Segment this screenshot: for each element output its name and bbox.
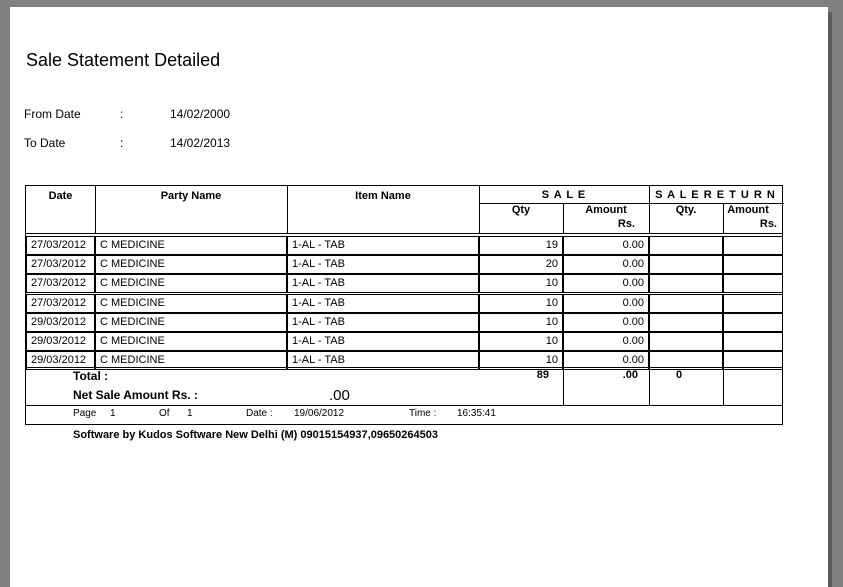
- table-row: [26, 236, 782, 255]
- cell-amount: 0.00: [563, 294, 649, 313]
- cell-item-name: 1-AL - TAB: [287, 255, 479, 274]
- net-sale-label: Net Sale Amount Rs. :: [73, 388, 198, 402]
- cell-amount: 0.00: [563, 274, 649, 293]
- header-salereturn: S A L E R E T U R N: [655, 189, 776, 201]
- cell-amount: 0.00: [563, 255, 649, 274]
- header-sale: S A L E: [541, 189, 587, 201]
- table-row: [26, 255, 782, 274]
- cell-qty: 10: [479, 351, 563, 370]
- report-title: Sale Statement Detailed: [26, 50, 221, 70]
- cell-return-qty: [649, 294, 723, 313]
- cell-qty: 10: [479, 274, 563, 293]
- cell-date: 27/03/2012: [26, 255, 95, 274]
- cell-amount: 0.00: [563, 313, 649, 332]
- header-date: Date: [48, 190, 73, 202]
- print-date-label: Date :: [246, 408, 273, 419]
- cell-item-name: 1-AL - TAB: [287, 351, 479, 370]
- from-date-label: From Date: [24, 107, 81, 121]
- page-shadow: [828, 12, 832, 587]
- to-date-colon: :: [120, 136, 124, 150]
- cell-item-name: 1-AL - TAB: [287, 274, 479, 293]
- cell-qty: 10: [479, 332, 563, 351]
- header-item-name: Item Name: [355, 190, 411, 202]
- total-return-qty: 0: [675, 369, 683, 381]
- page-label: Page: [73, 408, 97, 419]
- report-page: [10, 7, 828, 587]
- net-sale-value: .00: [329, 387, 350, 404]
- cell-return-amount: [723, 274, 783, 293]
- table-row: [26, 332, 782, 351]
- print-time-label: Time :: [409, 408, 437, 419]
- divider: [723, 367, 724, 405]
- cell-item-name: 1-AL - TAB: [287, 236, 479, 255]
- cell-party-name: C MEDICINE: [95, 255, 287, 274]
- table-row: [26, 274, 782, 293]
- header-return-amount: Amount: [727, 204, 769, 216]
- cell-party-name: C MEDICINE: [95, 294, 287, 313]
- header-return-amount-unit: Rs.: [759, 218, 777, 230]
- page-number: 1: [110, 408, 116, 419]
- total-label: Total :: [73, 369, 109, 383]
- cell-item-name: 1-AL - TAB: [287, 332, 479, 351]
- header-party-name: Party Name: [160, 190, 222, 202]
- cell-qty: 10: [479, 294, 563, 313]
- from-date-value: 14/02/2000: [170, 107, 231, 121]
- total-amount: .00: [622, 369, 638, 381]
- header-return-qty: Qty.: [675, 204, 697, 216]
- cell-amount: 0.00: [563, 332, 649, 351]
- of-label: Of: [159, 408, 170, 419]
- software-credit: Software by Kudos Software New Delhi (M) 09015154937,09650264503: [73, 429, 439, 441]
- cell-return-amount: [723, 294, 783, 313]
- divider: [26, 405, 782, 406]
- header-amount-unit: Rs.: [617, 218, 635, 230]
- cell-date: 27/03/2012: [26, 294, 95, 313]
- cell-party-name: C MEDICINE: [95, 332, 287, 351]
- print-time: 16:35:41: [457, 408, 496, 419]
- cell-date: 27/03/2012: [26, 274, 95, 293]
- cell-qty: 20: [479, 255, 563, 274]
- cell-return-amount: [723, 255, 783, 274]
- report-table: [25, 185, 783, 425]
- print-date: 19/06/2012: [294, 408, 345, 419]
- cell-amount: 0.00: [563, 236, 649, 255]
- cell-item-name: 1-AL - TAB: [287, 294, 479, 313]
- cell-return-qty: [649, 332, 723, 351]
- header-qty: Qty: [511, 204, 531, 216]
- cell-party-name: C MEDICINE: [95, 274, 287, 293]
- cell-party-name: C MEDICINE: [95, 313, 287, 332]
- cell-return-amount: [723, 236, 783, 255]
- cell-return-amount: [723, 332, 783, 351]
- cell-qty: 19: [479, 236, 563, 255]
- table-row: [26, 313, 782, 332]
- cell-return-amount: [723, 313, 783, 332]
- from-date-colon: :: [120, 107, 124, 121]
- to-date-value: 14/02/2013: [170, 136, 231, 150]
- cell-return-qty: [649, 255, 723, 274]
- header-amount: Amount: [585, 204, 627, 216]
- cell-date: 29/03/2012: [26, 351, 95, 370]
- cell-item-name: 1-AL - TAB: [287, 313, 479, 332]
- cell-party-name: C MEDICINE: [95, 236, 287, 255]
- cell-return-qty: [649, 274, 723, 293]
- cell-date: 29/03/2012: [26, 332, 95, 351]
- cell-return-qty: [649, 236, 723, 255]
- cell-party-name: C MEDICINE: [95, 351, 287, 370]
- table-row: [26, 294, 782, 313]
- cell-qty: 10: [479, 313, 563, 332]
- cell-amount: 0.00: [563, 351, 649, 370]
- cell-date: 27/03/2012: [26, 236, 95, 255]
- page-total: 1: [187, 408, 193, 419]
- divider: [26, 367, 782, 368]
- divider: [26, 233, 782, 234]
- cell-return-qty: [649, 313, 723, 332]
- to-date-label: To Date: [24, 136, 66, 150]
- cell-date: 29/03/2012: [26, 313, 95, 332]
- total-qty: 89: [536, 369, 549, 381]
